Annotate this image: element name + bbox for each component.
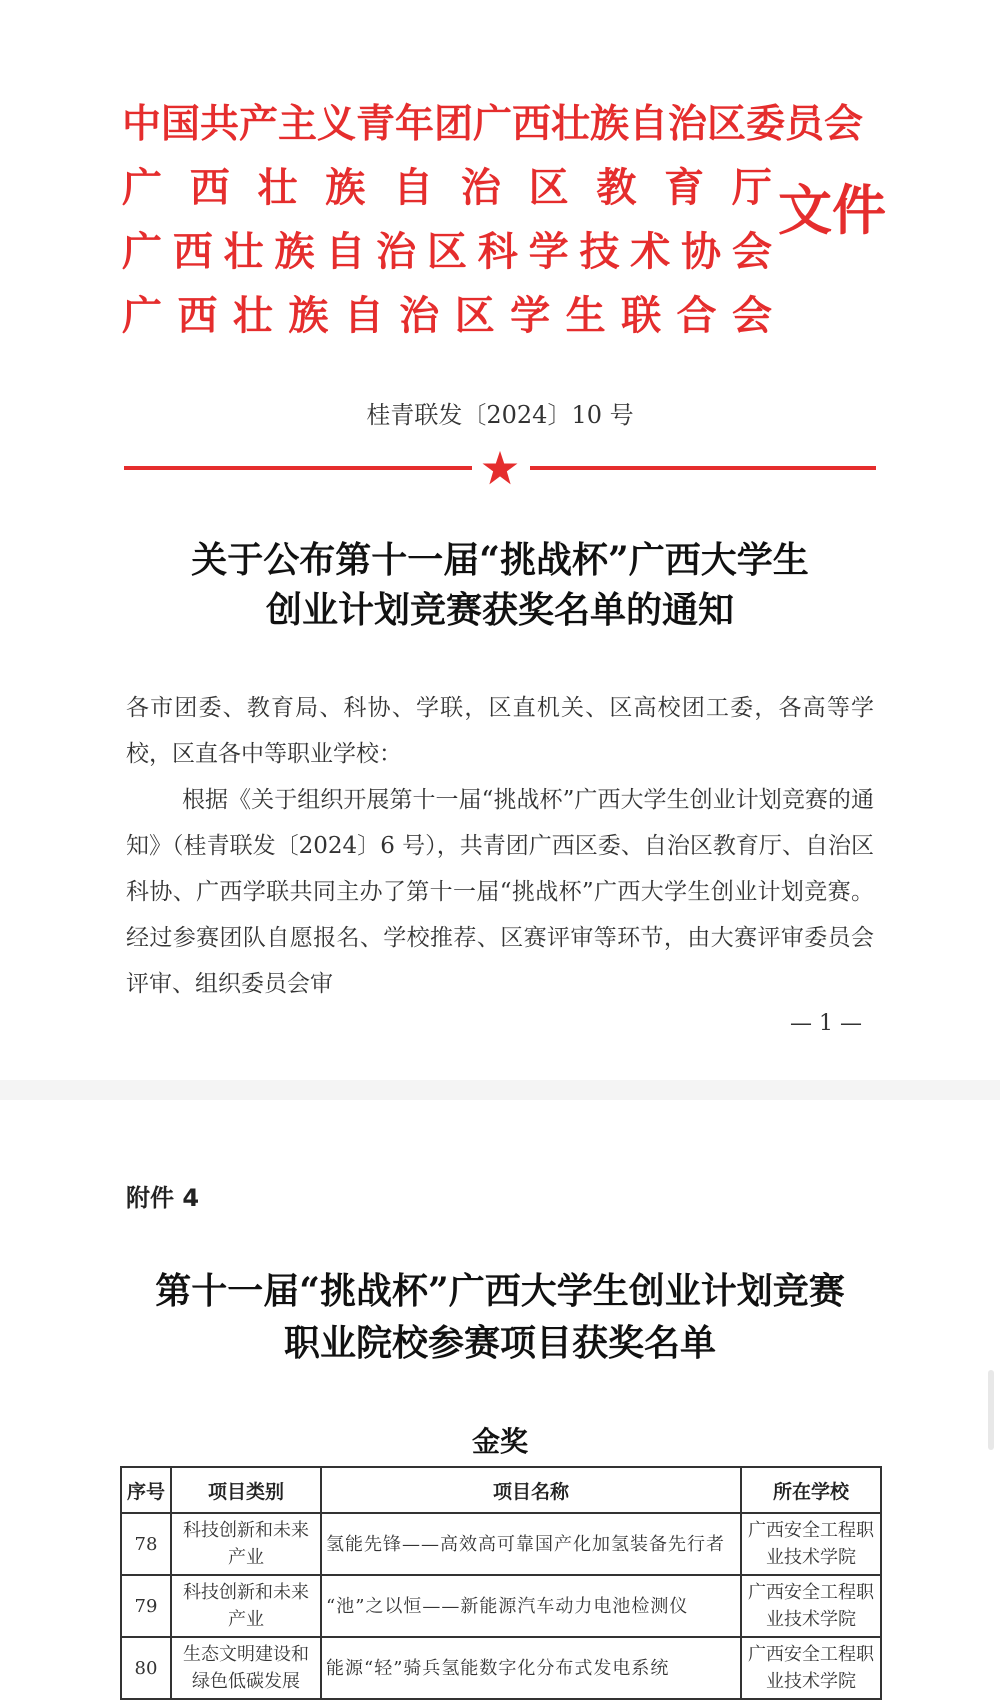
- org-char: 自: [343, 292, 384, 339]
- attachment-label: 附件 4: [126, 1184, 200, 1212]
- attachment-title-line: 职业院校参赛项目获奖名单: [283, 1322, 716, 1364]
- org-char: 区: [454, 292, 495, 339]
- red-rule-left: [124, 466, 472, 470]
- notice-title: [0, 535, 1000, 635]
- column-header-category: 项目类别: [171, 1467, 321, 1513]
- scrollbar-thumb[interactable]: [988, 1370, 994, 1450]
- org-char: 广: [122, 164, 162, 211]
- table-header-row: [121, 1467, 881, 1513]
- org-char: 族: [288, 292, 329, 339]
- cell-number: 80: [121, 1637, 171, 1699]
- table-row: [121, 1575, 881, 1637]
- cell-school: 广西安全工程职业技术学院: [741, 1513, 881, 1575]
- org-char: 西: [177, 292, 218, 339]
- org-char: 族: [325, 164, 366, 211]
- org-line-education-dept: [122, 156, 772, 220]
- org-char: 自: [325, 228, 366, 275]
- document-suffix: 文件: [778, 178, 886, 242]
- award-table: [120, 1466, 882, 1700]
- column-header-number: 序号: [121, 1467, 171, 1513]
- table-row: [121, 1637, 881, 1699]
- org-char: 壮: [232, 292, 273, 339]
- cell-category: 科技创新和未来产业: [171, 1513, 321, 1575]
- org-char: 联: [621, 292, 662, 339]
- org-char: 治: [460, 164, 501, 211]
- org-char: 合: [676, 292, 717, 339]
- org-char: 西: [189, 164, 230, 211]
- org-char: 西: [172, 228, 213, 275]
- org-char: 自: [393, 164, 434, 211]
- cell-number: 78: [121, 1513, 171, 1575]
- org-char: 学: [510, 292, 551, 339]
- cell-school: 广西安全工程职业技术学院: [741, 1637, 881, 1699]
- org-char: 壮: [223, 228, 264, 275]
- org-char: 厅: [731, 164, 772, 211]
- notice-body: [126, 685, 874, 1007]
- recipients-paragraph: 各市团委、教育局、科协、学联，区直机关、区高校团工委，各高等学校，区直各中等职业学校：: [126, 695, 874, 767]
- org-line-science-association: [122, 220, 772, 284]
- cell-project: 氢能先锋——高效高可靠国产化加氢装备先行者: [321, 1513, 741, 1575]
- attachment-title-line: 第十一届“挑战杯”广西大学生创业计划竞赛: [155, 1270, 845, 1312]
- org-char: 族: [274, 228, 315, 275]
- document-number: 桂青联发〔2024〕10 号: [366, 401, 634, 429]
- org-char: 协: [681, 228, 722, 275]
- page-number: — 1 —: [790, 1011, 862, 1036]
- org-char: 会: [731, 228, 772, 275]
- cell-project: “池”之以恒——新能源汽车动力电池检测仪: [321, 1575, 741, 1637]
- org-char: 广: [122, 292, 162, 339]
- org-line-youth-league: 中国共产主义青年团广西壮族自治区委员会: [122, 101, 864, 147]
- org-char: 生: [565, 292, 606, 339]
- page-gap: [0, 1080, 1000, 1100]
- cell-number: 79: [121, 1575, 171, 1637]
- org-line-student-federation: [122, 284, 772, 348]
- org-char: 技: [579, 228, 620, 275]
- org-char: 学: [528, 228, 569, 275]
- org-char: 治: [399, 292, 440, 339]
- red-rule-right: [530, 466, 876, 470]
- cell-category: 生态文明建设和绿色低碳发展: [171, 1637, 321, 1699]
- notice-title-line: 创业计划竞赛获奖名单的通知: [265, 589, 734, 631]
- cell-school: 广西安全工程职业技术学院: [741, 1575, 881, 1637]
- org-char: 区: [528, 164, 569, 211]
- org-char: 治: [376, 228, 417, 275]
- notice-title-line: 关于公布第十一届“挑战杯”广西大学生: [191, 539, 809, 581]
- column-header-school: 所在学校: [741, 1467, 881, 1513]
- award-heading: 金奖: [471, 1425, 528, 1458]
- org-char: 教: [596, 164, 637, 211]
- org-char: 壮: [257, 164, 298, 211]
- org-char: 广: [122, 228, 162, 275]
- attachment-title: [0, 1265, 1000, 1369]
- main-paragraph: 根据《关于组织开展第十一届“挑战杯”广西大学生创业计划竞赛的通知》（桂青联发〔2024〕6 号），共青团广西区委、自治区教育厅、自治区科协、广西学联共同主办了第十一届“挑战杯”广西大学生创业计划竞赛。经过参赛团队自愿报名、学校推荐、区赛评审等环节，由大赛评审委员会评审、组织委员会审: [126, 787, 874, 997]
- org-char: 术: [630, 228, 671, 275]
- cell-category: 科技创新和未来产业: [171, 1575, 321, 1637]
- table-row: [121, 1513, 881, 1575]
- cell-project: 能源“轻”骑兵氢能数字化分布式发电系统: [321, 1637, 741, 1699]
- red-star-icon: [481, 449, 519, 487]
- org-char: 会: [731, 292, 772, 339]
- org-char: 科: [477, 228, 518, 275]
- column-header-project: 项目名称: [321, 1467, 741, 1513]
- org-char: 育: [664, 164, 705, 211]
- org-char: 区: [426, 228, 467, 275]
